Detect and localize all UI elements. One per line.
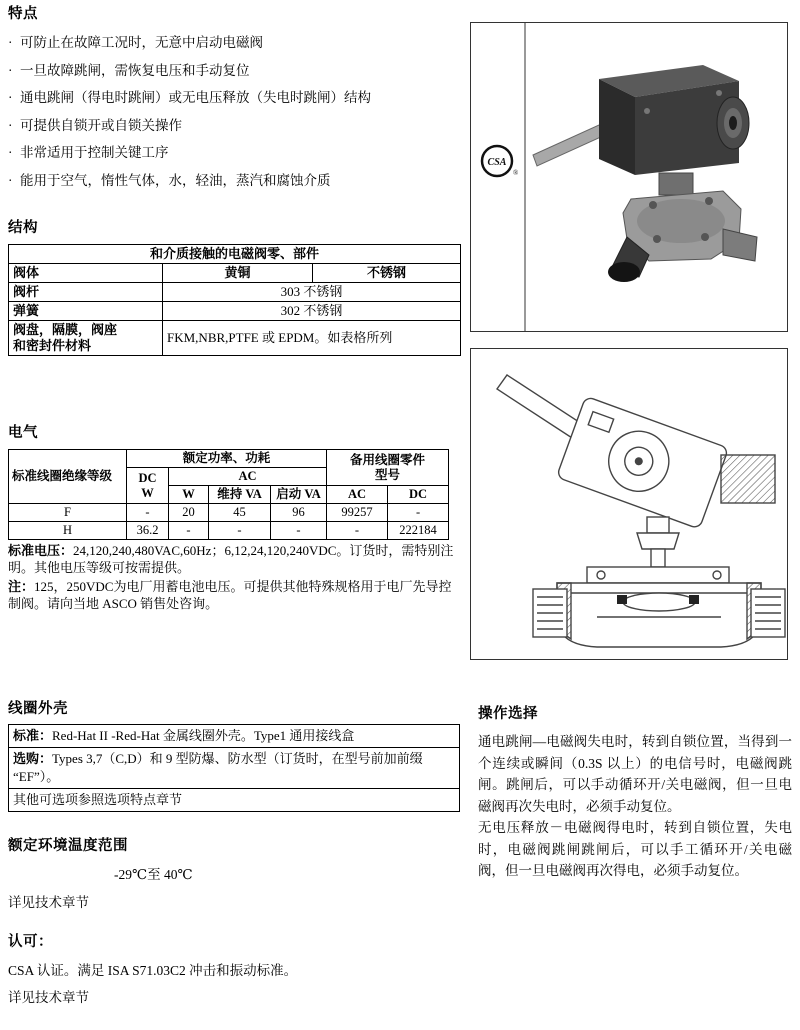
operation-para-release: 无电压释放－电磁阀得电时，转到自锁位置，失电时，电磁阀跳闸跳闸后，可以手工循环开/关电磁阀，但一旦电磁阀再次得电，必须手动复位。: [478, 820, 792, 878]
power-header: 额定功率、功耗: [127, 450, 327, 468]
bullet-icon: ·: [8, 62, 13, 78]
table-row: [9, 522, 449, 540]
dc-part-cell: -: [388, 504, 449, 522]
structure-section: [8, 216, 460, 356]
operation-heading: 操作选择: [478, 706, 538, 722]
coil-housing-section: [8, 697, 460, 812]
table-row: [9, 283, 461, 302]
feature-text: 能用于空气，惰性气体，水，轻油，蒸汽和腐蚀介质: [20, 172, 331, 188]
w-cell: 20: [169, 504, 209, 522]
features-heading: 特点: [8, 6, 38, 22]
inrush-cell: 96: [271, 504, 327, 522]
dc-w-header: [127, 468, 169, 504]
csa-registered-mark: ®: [513, 169, 519, 177]
structure-heading: 结构: [8, 220, 38, 236]
electrical-note-dc: [8, 578, 460, 612]
row-label-seal: [9, 321, 163, 356]
structure-table-title: 和介质接触的电磁阀零、部件: [9, 245, 461, 264]
grade-cell: F: [9, 504, 127, 522]
row-value-spring: 302 不锈钢: [163, 302, 461, 321]
row-label-seal-line1: 阀盘，隔膜，阀座: [13, 322, 118, 337]
product-photo: [470, 22, 788, 332]
coil-optional-text: Types 3,7（C,D）和 9 型防爆、防水型（订货时，在型号前加前缀 “EF”）。: [13, 751, 423, 784]
col-header-brass: 黄铜: [163, 264, 313, 283]
table-row: [9, 302, 461, 321]
features-section: [8, 2, 464, 194]
w-header: W: [169, 486, 209, 504]
feature-text: 通电跳闸（得电时跳闸）或无电压释放（失电时跳闸）结构: [20, 90, 371, 105]
feature-item: [8, 84, 464, 112]
features-list: [8, 29, 464, 194]
temperature-range: -29℃至 40℃: [114, 867, 193, 882]
row-label-stem: 阀杆: [9, 283, 163, 302]
ac-part-cell: 99257: [327, 504, 388, 522]
hold-va-header: 维持 VA: [209, 486, 271, 504]
note-standard-label: 标准电压：: [8, 543, 74, 558]
product-photo-image: [471, 23, 787, 331]
hold-cell: -: [209, 522, 271, 540]
w-cell: -: [169, 522, 209, 540]
coil-optional-label: 选购：: [13, 751, 53, 766]
grade-cell: H: [9, 522, 127, 540]
inrush-cell: -: [271, 522, 327, 540]
dc-part-cell: 222184: [388, 522, 449, 540]
coil-optional-row: [9, 748, 459, 789]
approval-heading: 认可：: [8, 934, 53, 950]
coil-standard-row: [9, 725, 459, 748]
electrical-note-standard: [8, 542, 460, 576]
feature-item: [8, 29, 464, 57]
spare-ac-header: AC: [327, 486, 388, 504]
temperature-note: 详见技术章节: [8, 895, 89, 910]
feature-text: 可防止在故障工况时，无意中启动电磁阀: [20, 35, 263, 50]
bullet-icon: ·: [8, 35, 13, 50]
note-standard-text: 24,120,240,480VAC,60Hz；6,12,24,120,240VDC。订货时，需特别注明。其他电压等级可按需提供。: [8, 543, 454, 575]
csa-logo-text: CSA: [487, 157, 507, 168]
col-header-stainless: 不锈钢: [313, 264, 461, 283]
coil-housing-box: [8, 724, 460, 812]
electrical-table: [8, 449, 449, 540]
ac-header: AC: [169, 468, 327, 486]
ac-part-cell: -: [327, 522, 388, 540]
temperature-section: [8, 834, 460, 911]
coil-other-row: 其他可选项参照选项特点章节: [13, 792, 183, 807]
spare-coil-header: [327, 450, 449, 486]
table-row: [9, 264, 461, 283]
operation-para-trip: 通电跳闸—电磁阀失电时，转到自锁位置，当得到一个连续或瞬间（0.3S 以上）的电信号时，电磁阀跳闸。跳闸后，可以手动循环开/关电磁阀，但一旦电磁阀再次失电时，必须手动复位。: [478, 734, 792, 814]
electrical-section: [8, 421, 464, 612]
table-row: [9, 245, 461, 264]
cross-section-diagram-image: [471, 349, 787, 659]
bullet-icon: ·: [8, 145, 13, 160]
table-row: [9, 321, 461, 356]
row-label-spring: 弹簧: [9, 302, 163, 321]
approval-section: [8, 930, 460, 1006]
dc-w-cell: -: [127, 504, 169, 522]
spare-dc-header: DC: [388, 486, 449, 504]
table-row: [9, 504, 449, 522]
feature-text: 一旦故障跳闸，需恢复电压和手动复位: [20, 62, 250, 78]
row-value-seal: FKM,NBR,PTFE 或 EPDM。如表格所列: [163, 321, 461, 356]
feature-text: 非常适用于控制关键工序: [20, 145, 169, 160]
feature-item: [8, 139, 464, 167]
row-label-seal-line2: 和密封件材料: [13, 338, 92, 353]
coil-standard-text: Red-Hat II -Red-Hat 金属线圈外壳。Type1 通用接线盒: [52, 728, 355, 743]
bullet-icon: ·: [8, 117, 13, 133]
dc-header-line2: W: [141, 485, 154, 500]
spare-coil-header-line2: 型号: [375, 467, 401, 482]
table-row: [9, 450, 449, 468]
approval-text: CSA 认证。满足 ISA S71.03C2 冲击和振动标准。: [8, 963, 298, 978]
valve-cross-section-art: [497, 375, 785, 647]
insulation-header: 标准线圈绝缘等级: [9, 450, 127, 504]
note-dc-label: 注：: [8, 579, 35, 594]
cross-section-diagram: [470, 348, 788, 660]
coil-standard-label: 标准：: [13, 728, 53, 743]
operation-section: [478, 702, 792, 882]
structure-table: [8, 244, 461, 356]
feature-item: [8, 112, 464, 140]
hold-cell: 45: [209, 504, 271, 522]
note-dc-text: 125，250VDC为电厂用蓄电池电压。可提供其他特殊规格用于电厂先导控制阀。请向当地 ASCO 销售处咨询。: [8, 579, 452, 611]
inrush-va-header: 启动 VA: [271, 486, 327, 504]
bullet-icon: ·: [8, 90, 13, 105]
feature-item: [8, 167, 464, 195]
col-header-body: 阀体: [9, 264, 163, 283]
approval-note: 详见技术章节: [8, 990, 89, 1005]
solenoid-valve-photo-art: [533, 65, 757, 282]
feature-text: 可提供自锁开或自锁关操作: [20, 117, 182, 133]
row-value-stem: 303 不锈钢: [163, 283, 461, 302]
feature-item: [8, 57, 464, 85]
temperature-heading: 额定环境温度范围: [8, 838, 128, 854]
electrical-heading: 电气: [8, 425, 38, 441]
coil-housing-heading: 线圈外壳: [8, 701, 68, 717]
bullet-icon: ·: [8, 172, 13, 188]
spare-coil-header-line1: 备用线圈零件: [350, 452, 426, 467]
csa-logo: [482, 146, 519, 177]
dc-header-line1: DC: [138, 470, 157, 485]
dc-w-cell: 36.2: [127, 522, 169, 540]
